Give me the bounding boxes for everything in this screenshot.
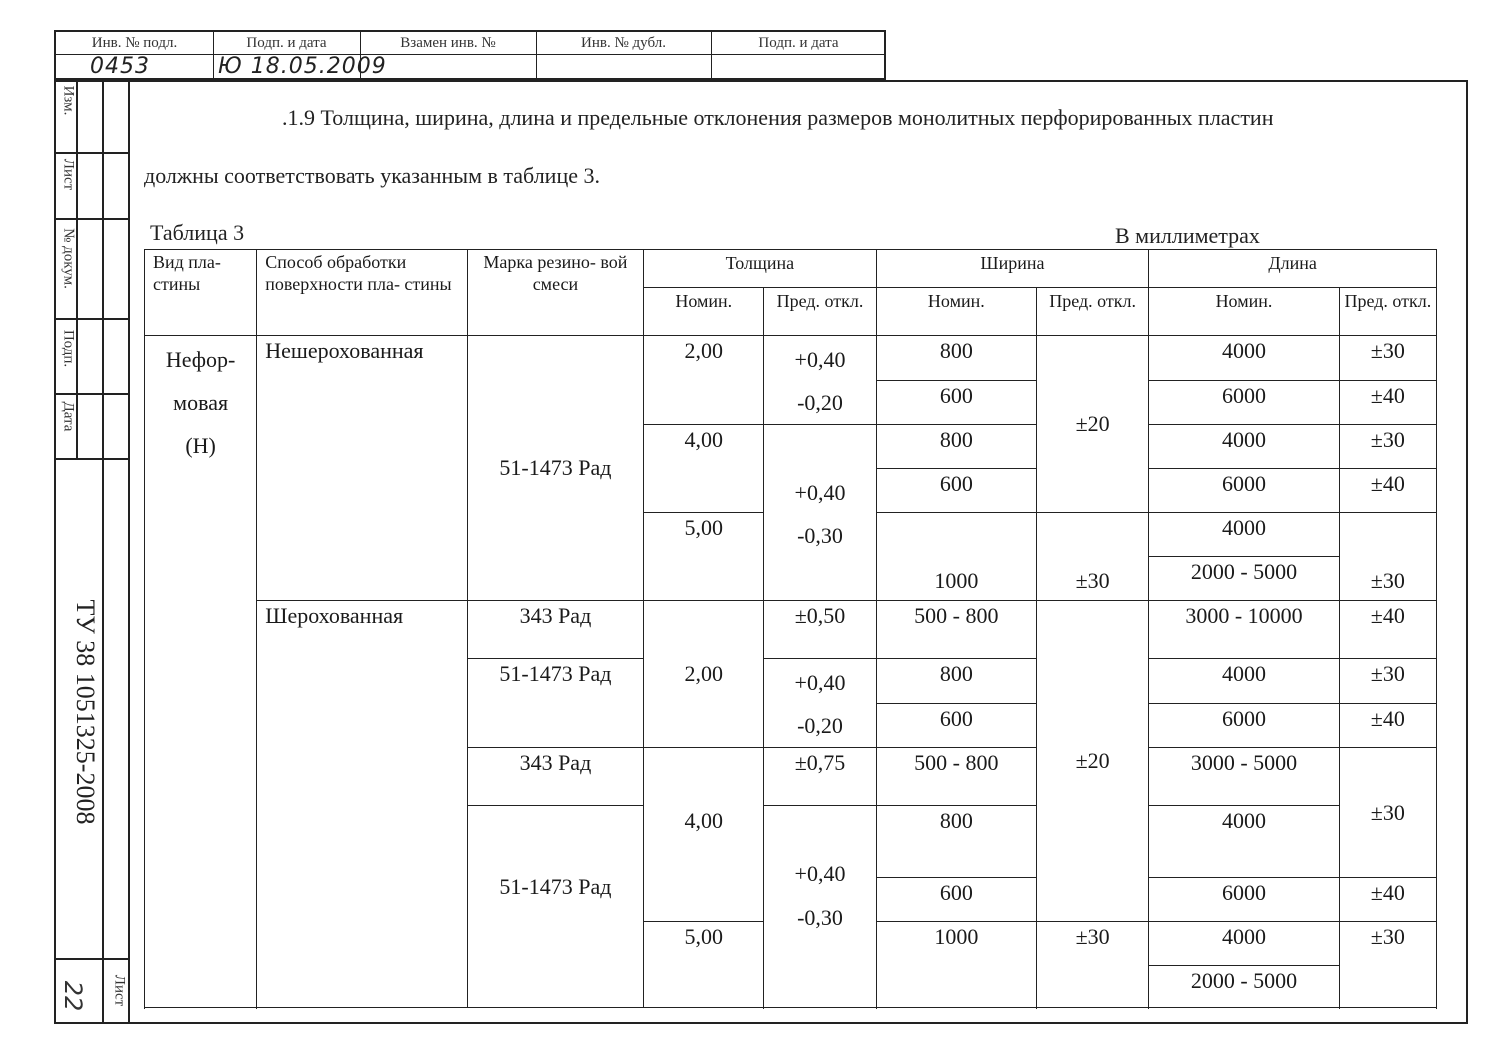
t-nom-4-b: 4,00 [644,748,764,922]
header-shirina: Ширина [876,250,1149,288]
l-pred-30-c: ±30 [1339,513,1436,601]
t-nom-4-a: 4,00 [644,425,764,513]
side-label-izm: Изм. [60,85,77,116]
t-pred-minus-4: -0,30 [797,905,843,930]
l-pred-40-a: ±40 [1339,380,1436,425]
l-pred-30-b: ±30 [1339,425,1436,469]
w-pred-30-a: ±30 [1037,513,1149,601]
l-nom-3000-10000: 3000 - 10000 [1149,601,1339,659]
t-pred-2 [764,425,876,601]
marka-343-a: 343 Рад [467,601,643,659]
dimensions-table [144,249,1437,1008]
header-tolshchina: Толщина [644,250,877,288]
header-marka: Марка резино- вой смеси [467,250,643,336]
t-pred-minus: -0,20 [797,390,843,415]
stamp-header-inv-dubl: Инв. № дубл. [581,35,666,51]
l-nom-4000-f: 4000 [1149,922,1339,966]
signature-date-handwritten [218,54,448,80]
l-nom-6000-d: 6000 [1149,878,1339,922]
t-pred-3 [764,659,876,748]
vid-line-2: мовая [173,390,229,415]
vid-cell [145,336,257,1008]
t-pred-plus: +0,40 [794,347,846,372]
w-pred-30-b: ±30 [1037,922,1149,1008]
method-neshero: Нешерохованная [257,336,467,601]
t-nom-5-a: 5,00 [644,513,764,601]
l-nom-4000-c: 4000 [1149,513,1339,557]
l-nom-4000-b: 4000 [1149,425,1339,469]
table-units: В миллиметрах [1115,223,1260,248]
l-nom-6000-c: 6000 [1149,703,1339,748]
header-sposob: Способ обработки поверхности пла- стины [257,250,467,336]
l-nom-4000-a: 4000 [1149,336,1339,381]
document-code: ТУ 38 1051325-2008 [71,599,100,825]
stamp-table [54,30,886,80]
method-shero: Шерохованная [257,601,467,1008]
w-nom-600-c: 600 [876,703,1036,748]
signature-mark: Ю [218,54,243,79]
sheet-label: Лист [111,974,128,1007]
side-label-dokum: № докум. [60,228,77,289]
w-pred-20-b: ±20 [1037,601,1149,922]
table-caption: Таблица 3 [150,220,245,245]
w-pred-20-a: ±20 [1037,336,1149,513]
l-pred-30-d: ±30 [1339,659,1436,704]
paragraph-line-1: .1.9 Толщина, ширина, длина и предельные отклонения размеров монолитных перфорированных пластин [282,105,1274,130]
t-pred-plus-4: +0,40 [794,861,846,886]
l-pred-40-b: ±40 [1339,469,1436,513]
l-pred-30-a: ±30 [1339,336,1436,381]
t-nom-2-a: 2,00 [644,336,764,425]
t-pred-075: ±0,75 [764,748,876,806]
t-pred-minus-3: -0,20 [797,713,843,738]
marka-51-1473-c: 51-1473 Рад [467,806,643,1008]
stamp-header-inv-podl: Инв. № подл. [91,35,178,51]
w-nom-1000-a: 1000 [876,513,1036,601]
stamp-header-podp-data-2: Подп. и дата [758,35,839,51]
w-nom-800-a: 800 [876,336,1036,381]
header-pred-l: Пред. откл. [1339,288,1436,336]
side-label-data: Дата [60,401,77,432]
w-nom-800-c: 800 [876,659,1036,704]
w-nom-800-b: 800 [876,425,1036,469]
header-nomin-t: Номин. [644,288,764,336]
l-pred-40-e: ±40 [1339,878,1436,922]
header-pred-w: Пред. откл. [1037,288,1149,336]
l-nom-3000-5000: 3000 - 5000 [1149,748,1339,806]
l-pred-40-c: ±40 [1339,601,1436,659]
w-nom-600-a: 600 [876,380,1036,425]
side-label-podp: Подп. [60,329,77,368]
marka-51-1473-b: 51-1473 Рад [467,659,643,748]
l-nom-4000-d: 4000 [1149,659,1339,704]
l-nom-2000-5000-b: 2000 - 5000 [1149,966,1339,1008]
l-nom-6000-a: 6000 [1149,380,1339,425]
t-pred-4 [764,806,876,1008]
l-pred-40-d: ±40 [1339,703,1436,748]
t-pred-plus-3: +0,40 [794,670,846,695]
signature-date: 18.05.2009 [250,54,387,79]
marka-343-b: 343 Рад [467,748,643,806]
side-label-list: Лист [60,158,77,191]
l-nom-4000-e: 4000 [1149,806,1339,878]
paragraph-line-2: должны соответствовать указанным в таблице 3. [144,163,600,188]
stamp-header-vzamen: Взамен инв. № [400,35,496,51]
sheet-number: 22 [59,980,87,1012]
w-nom-600-b: 600 [876,469,1036,513]
header-vid: Вид пла- стины [145,250,257,336]
t-pred-plus-2: +0,40 [794,480,846,505]
w-nom-800-d: 800 [876,806,1036,878]
header-nomin-l: Номин. [1149,288,1339,336]
inv-number-handwritten: 0453 [90,54,150,79]
header-dlina: Длина [1149,250,1437,288]
vid-line-1: Нефор- [165,347,236,372]
l-nom-2000-5000-a: 2000 - 5000 [1149,557,1339,601]
header-nomin-w: Номин. [876,288,1036,336]
marka-51-1473-a: 51-1473 Рад [467,336,643,601]
l-pred-30-f: ±30 [1339,922,1436,1008]
vid-line-3: (Н) [185,433,216,458]
t-nom-5-b: 5,00 [644,922,764,1008]
w-nom-1000-b: 1000 [876,922,1036,1008]
l-pred-30-e: ±30 [1339,748,1436,878]
w-nom-600-d: 600 [876,878,1036,922]
header-pred-t: Пред. откл. [764,288,876,336]
w-nom-500-800-a: 500 - 800 [876,601,1036,659]
stamp-header-podp-data: Подп. и дата [246,35,327,51]
t-pred-1 [764,336,876,425]
t-nom-2-b: 2,00 [644,601,764,748]
w-nom-500-800-b: 500 - 800 [876,748,1036,806]
t-pred-050: ±0,50 [764,601,876,659]
t-pred-minus-2: -0,30 [797,523,843,548]
l-nom-6000-b: 6000 [1149,469,1339,513]
